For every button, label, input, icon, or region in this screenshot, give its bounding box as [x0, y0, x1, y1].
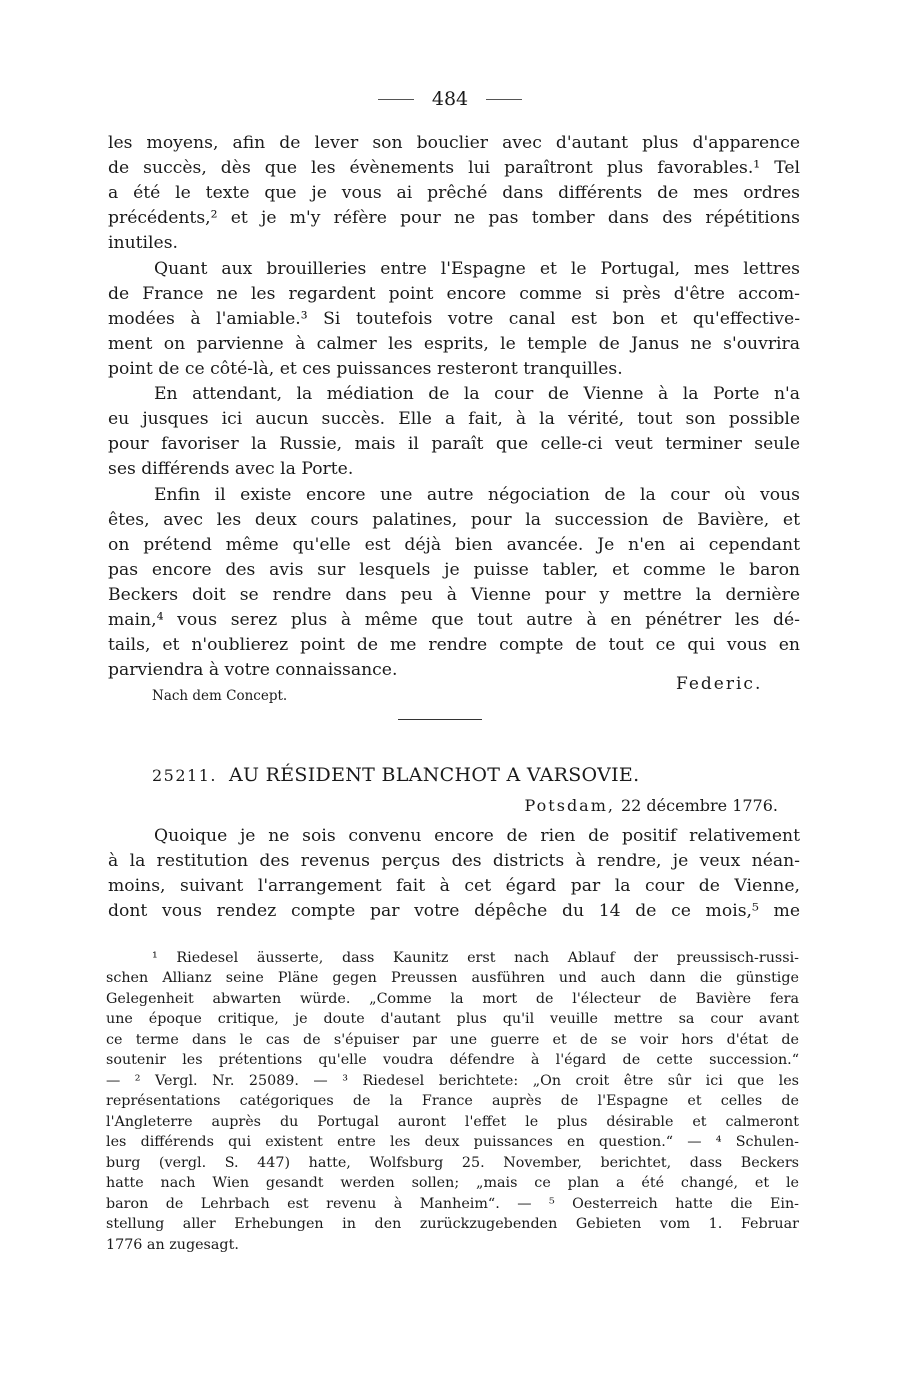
text-line: de succès, dès que les évènements lui paraîtront plus favorables.¹ Tel [108, 158, 800, 178]
footnote-line: — ² Vergl. Nr. 25089. — ³ Riedesel berichtete: „On croit être sûr ici que les [106, 1073, 799, 1089]
dateline-date: 22 décembre 1776. [620, 796, 778, 815]
letter-heading [152, 764, 639, 786]
footnote-line: ce terme dans le cas de s'épuiser par une guerre et de se voir hors d'état de [106, 1032, 799, 1048]
section-divider [398, 719, 482, 720]
text-line: parviendra à votre connaissance. [108, 660, 398, 680]
text-line: précédents,² et je m'y réfère pour ne pas tomber dans des répétitions [108, 208, 800, 228]
page-header [0, 86, 900, 112]
dateline-place: Potsdam, [524, 796, 615, 815]
letter-title: AU RÉSIDENT BLANCHOT A VARSOVIE. [228, 764, 640, 786]
text-line: point de ce côté-là, et ces puissances resteront tranquilles. [108, 359, 623, 379]
footnote-line: soutenir les prétentions qu'elle voudra défendre à l'égard de cette succession.“ [106, 1052, 799, 1068]
footnote-line: ¹ Riedesel äusserte, dass Kaunitz erst nach Ablauf der preussisch-russi- [152, 950, 799, 966]
header-rule-right [486, 99, 522, 100]
text-line: ses différends avec la Porte. [108, 459, 354, 479]
text-line: inutiles. [108, 233, 178, 253]
text-line: modées à l'amiable.³ Si toutefois votre canal est bon et qu'effective- [108, 309, 800, 329]
text-line: eu jusques ici aucun succès. Elle a fait, à la vérité, tout son possible [108, 409, 800, 429]
text-line: Quoique je ne sois convenu encore de rien de positif relativement [154, 826, 800, 846]
text-line: les moyens, afin de lever son bouclier avec d'autant plus d'apparence [108, 133, 800, 153]
text-line: à la restitution des revenus perçus des districts à rendre, je veux néan- [108, 851, 800, 871]
dateline [525, 796, 778, 815]
letter-number: 25211. [152, 766, 217, 785]
footnote-line: stellung aller Erhebungen in den zurückzugebenden Gebieten vom 1. Februar [106, 1216, 799, 1232]
text-line: a été le texte que je vous ai prêché dans différents de mes ordres [108, 183, 800, 203]
source-note: Nach dem Concept. [152, 688, 288, 704]
text-line: de France ne les regardent point encore comme si près d'être accom- [108, 284, 800, 304]
text-line: ment on parvienne à calmer les esprits, le temple de Janus ne s'ouvrira [108, 334, 800, 354]
footnote-line: les différends qui existent entre les deux puissances en question.“ — ⁴ Schulen- [106, 1134, 799, 1150]
text-line: En attendant, la médiation de la cour de Vienne à la Porte n'a [154, 384, 800, 404]
footnote-line: Gelegenheit abwarten würde. „Comme la mort de l'électeur de Bavière fera [106, 991, 799, 1007]
text-line: tails, et n'oublierez point de me rendre compte de tout ce qui vous en [108, 635, 800, 655]
signature: Federic. [676, 674, 763, 694]
footnote-line: burg (vergl. S. 447) hatte, Wolfsburg 25. November, berichtet, dass Beckers [106, 1155, 799, 1171]
text-line: Enfin il existe encore une autre négociation de la cour où vous [154, 485, 800, 505]
footnote-line: hatte nach Wien gesandt werden sollen; „mais ce plan a été changé, et le [106, 1175, 799, 1191]
footnote-line: l'Angleterre auprès du Portugal auront l'effet le plus désirable et calmeront [106, 1114, 799, 1130]
header-rule-left [378, 99, 414, 100]
text-line: main,⁴ vous serez plus à même que tout autre à en pénétrer les dé- [108, 610, 800, 630]
text-line: pas encore des avis sur lesquels je puisse tabler, et comme le baron [108, 560, 800, 580]
footnote-line: une époque critique, je doute d'autant plus qu'il veuille mettre sa cour avant [106, 1011, 799, 1027]
text-line: on prétend même qu'elle est déjà bien avancée. Je n'en ai cependant [108, 535, 800, 555]
text-line: Quant aux brouilleries entre l'Espagne et le Portugal, mes lettres [154, 259, 800, 279]
text-line: êtes, avec les deux cours palatines, pour la succession de Bavière, et [108, 510, 800, 530]
page-number: 484 [431, 88, 469, 110]
footnote-line: 1776 an zugesagt. [106, 1237, 239, 1253]
text-line: dont vous rendez compte par votre dépêche du 14 de ce mois,⁵ me [108, 901, 800, 921]
text-line: Beckers doit se rendre dans peu à Vienne pour y mettre la dernière [108, 585, 800, 605]
footnote-line: schen Allianz seine Pläne gegen Preussen ausführen und auch dann die günstige [106, 970, 799, 986]
text-line: pour favoriser la Russie, mais il paraît que celle-ci veut terminer seule [108, 434, 800, 454]
text-line: moins, suivant l'arrangement fait à cet égard par la cour de Vienne, [108, 876, 800, 896]
footnote-line: représentations catégoriques de la France auprès de l'Espagne et celles de [106, 1093, 799, 1109]
footnote-line: baron de Lehrbach est revenu à Manheim“. — ⁵ Oesterreich hatte die Ein- [106, 1196, 799, 1212]
